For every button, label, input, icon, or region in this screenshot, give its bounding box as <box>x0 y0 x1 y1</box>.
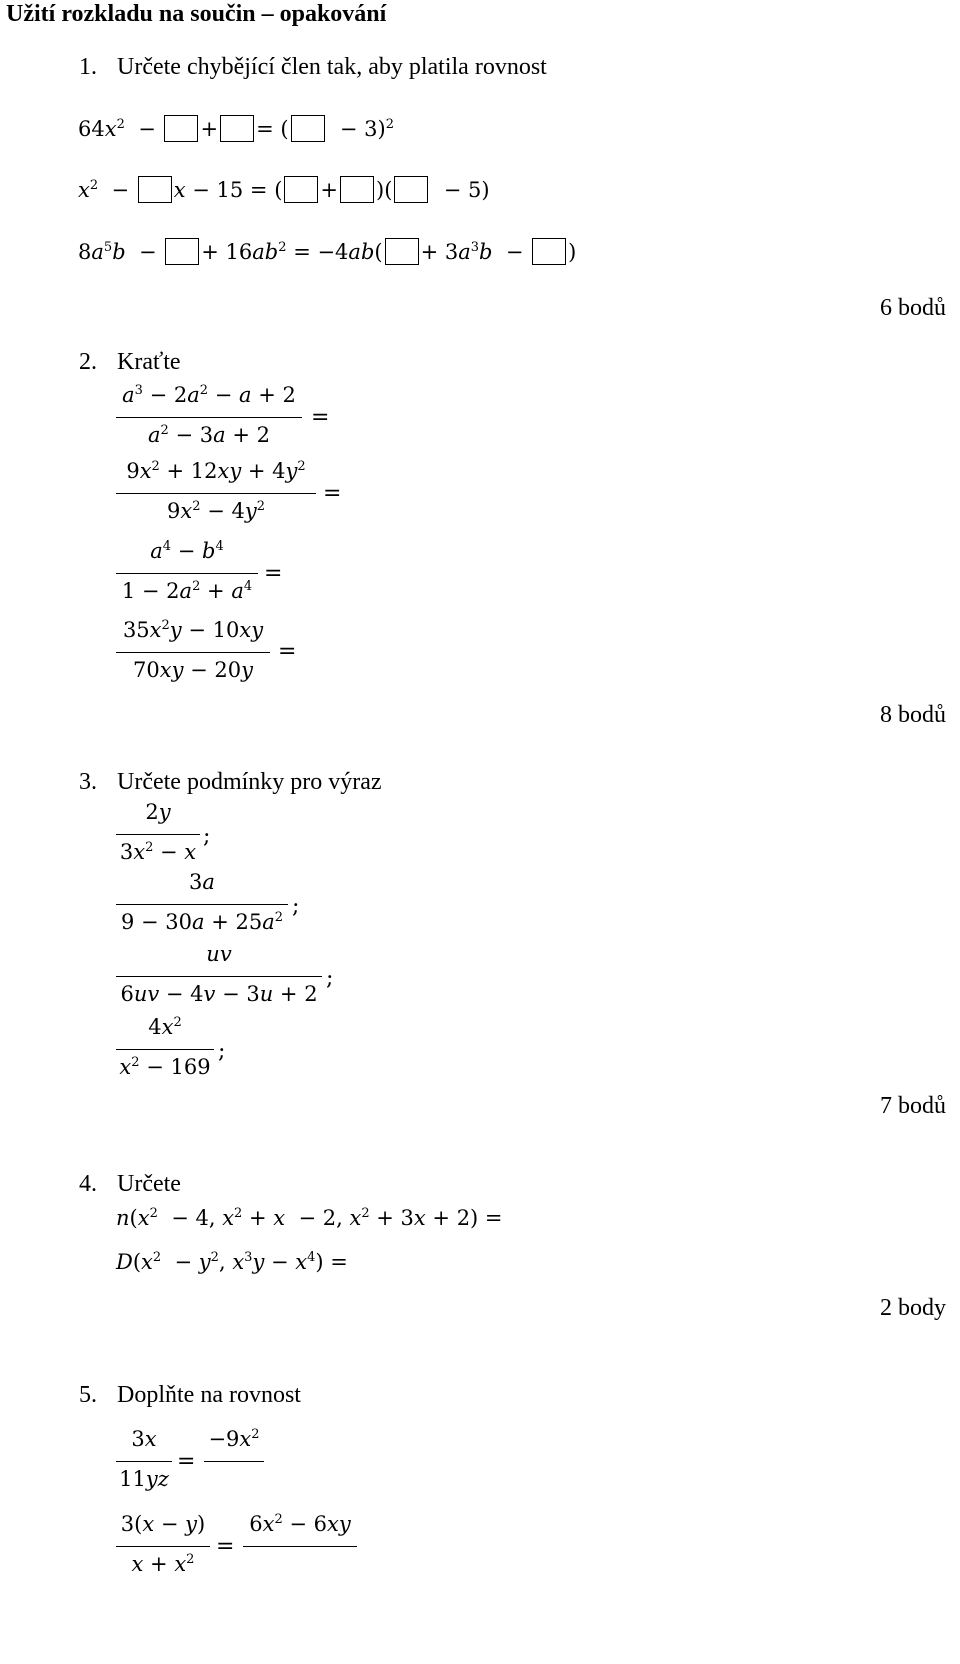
fraction-5-2-left <box>116 1511 210 1581</box>
denominator: $9 - 30a + 25a^2$ <box>120 910 284 934</box>
gcd-expression: $D(x^2 - y^2$, $x^3y - x^4$) = <box>116 1250 348 1274</box>
equals-sign: = <box>278 639 297 664</box>
fraction-5-1-left <box>116 1426 172 1496</box>
equation-1c: $8a^5b$ − + $16ab^2 = -4ab( + 3a^3b$ − ) <box>78 240 577 264</box>
task2-number: 2. <box>79 349 97 375</box>
fraction-3-3 <box>116 941 322 1011</box>
task1-number: 1. <box>79 54 97 80</box>
blank-box[interactable] <box>532 238 566 265</box>
numerator: 3a <box>189 870 215 894</box>
fraction-2-3 <box>116 538 258 608</box>
fraction-bar <box>116 976 322 977</box>
fraction-bar <box>116 573 258 574</box>
blank-box[interactable] <box>291 115 325 142</box>
fraction-3-2 <box>116 869 288 939</box>
fraction-3-1 <box>116 799 200 869</box>
fraction-bar <box>116 493 316 494</box>
denominator: $a^2 - 3a + 2$ <box>148 423 270 447</box>
fraction-bar <box>116 904 288 905</box>
numerator: 3x <box>131 1427 157 1451</box>
fraction-bar <box>116 834 200 835</box>
blank-box[interactable] <box>340 176 374 203</box>
denominator: 6uv − 4v − 3u + 2 <box>120 982 318 1006</box>
numerator: $4x^2$ <box>148 1015 182 1039</box>
numerator: $-9x^2$ <box>208 1427 260 1451</box>
semicolon: ; <box>292 894 300 919</box>
denominator: $1 - 2a^2 + a^4$ <box>121 579 253 603</box>
semicolon: ; <box>218 1039 226 1064</box>
equation-1a: $64x^2$ − + = ( − 3)$^2$ <box>78 117 395 141</box>
fraction-2-4 <box>116 617 270 687</box>
task1-points: 6 bodů <box>880 295 946 321</box>
task4-instruction: Určete <box>117 1171 181 1197</box>
semicolon: ; <box>203 824 211 849</box>
fraction-2-1 <box>116 382 302 452</box>
equation-1b: $x^2 - x - 15$ = ( + )( − 5) <box>78 178 490 202</box>
fraction-5-1-right <box>204 1426 264 1496</box>
task2-instruction: Kraťte <box>117 349 181 375</box>
numerator: $9x^2 + 12xy + 4y^2$ <box>126 459 306 483</box>
task5-instruction: Doplňte na rovnost <box>117 1382 301 1408</box>
denominator: 70xy − 20y <box>133 658 253 682</box>
blank-box[interactable] <box>385 238 419 265</box>
equals-sign: = <box>323 481 342 506</box>
blank-box[interactable] <box>284 176 318 203</box>
equals-sign: = <box>311 405 330 430</box>
numerator: $a^4 - b^4$ <box>150 539 224 563</box>
task5-number: 5. <box>79 1382 97 1408</box>
equals-sign: = <box>264 561 283 586</box>
fraction-bar <box>116 652 270 653</box>
semicolon: ; <box>326 966 334 991</box>
blank-box[interactable] <box>220 115 254 142</box>
blank-box[interactable] <box>138 176 172 203</box>
numerator: $a^3 - 2a^2 - a + 2$ <box>122 383 296 407</box>
task4-number: 4. <box>79 1171 97 1197</box>
equals-sign: = <box>216 1534 235 1559</box>
numerator: $35x^2y - 10xy$ <box>122 618 264 642</box>
task4-points: 2 body <box>880 1295 946 1321</box>
equals-sign: = <box>177 1449 196 1474</box>
task3-points: 7 bodů <box>880 1093 946 1119</box>
denominator: $x^2 - 169$ <box>119 1055 211 1079</box>
fraction-bar <box>116 1461 172 1462</box>
task2-points: 8 bodů <box>880 702 946 728</box>
numerator: 3(x − y) <box>120 1512 206 1536</box>
lcm-expression: $n(x^2 - 4$, $x^2 + x - 2$, $x^2 + 3x + 2$) = <box>116 1206 503 1230</box>
fraction-bar <box>116 417 302 418</box>
fraction-5-2-right <box>243 1511 357 1581</box>
task3-instruction: Určete podmínky pro výraz <box>117 769 382 795</box>
fraction-bar <box>204 1461 264 1462</box>
fraction-2-2 <box>116 458 316 528</box>
fraction-bar <box>116 1546 210 1547</box>
numerator: uv <box>206 942 232 966</box>
denominator: 11yz <box>119 1467 169 1491</box>
task1-instruction: Určete chybějící člen tak, aby platila rovnost <box>117 54 547 80</box>
fraction-3-4 <box>116 1014 214 1084</box>
denominator: $x + x^2$ <box>131 1552 195 1576</box>
numerator: 2y <box>145 800 171 824</box>
numerator: $6x^2 - 6xy$ <box>249 1512 351 1536</box>
blank-box[interactable] <box>394 176 428 203</box>
fraction-bar <box>116 1049 214 1050</box>
fraction-bar <box>243 1546 357 1547</box>
task3-number: 3. <box>79 769 97 795</box>
blank-box[interactable] <box>164 115 198 142</box>
blank-box[interactable] <box>165 238 199 265</box>
page-title: Užití rozkladu na součin – opakování <box>6 1 387 27</box>
denominator: $9x^2 - 4y^2$ <box>167 499 265 523</box>
denominator: $3x^2 - x$ <box>119 840 197 864</box>
